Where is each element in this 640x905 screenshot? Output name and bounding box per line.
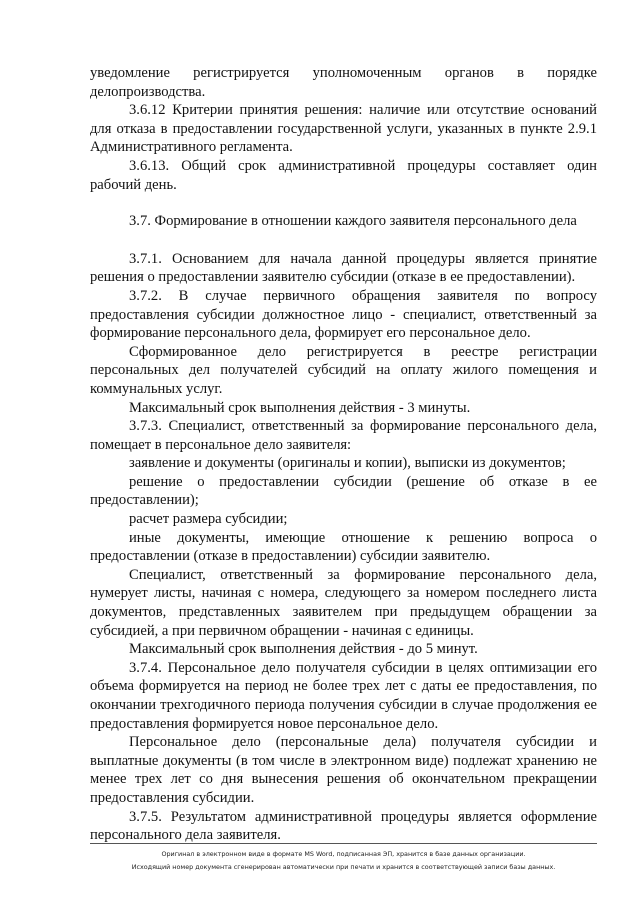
paragraph-3-7-5: 3.7.5. Результатом административной процедуры является оформление персонального дела заявителя. (90, 808, 597, 844)
list-item-decision: решение о предоставлении субсидии (решение об отказе в ее предоставлении); (90, 473, 597, 509)
paragraph-continuation: уведомление регистрируется уполномоченным органов в порядке делопроизводства. (90, 65, 597, 100)
paragraph-registration: Сформированное дело регистрируется в реестре регистрации персональных дел получателей субсидий на оплату жилого помещения и коммунальных услуг. (90, 343, 597, 397)
paragraph-3-6-13: 3.6.13. Общий срок административной процедуры составляет один рабочий день. (90, 157, 597, 193)
list-item-application-documents: заявление и документы (оригиналы и копии), выписки из документов; (129, 455, 566, 472)
paragraph-3-7-1: 3.7.1. Основанием для начала данной процедуры является принятие решения о предоставлении заявителю субсидии (отказе в ее предоставлении). (90, 250, 597, 286)
section-heading-3-7: 3.7. Формирование в отношении каждого заявителя персонального дела (129, 213, 577, 230)
paragraph-time-limit-3min: Максимальный срок выполнения действия - 3 минуты. (129, 399, 471, 416)
paragraph-3-7-4: 3.7.4. Персональное дело получателя субсидии в целях оптимизации его объема формируется на период не более трех лет с даты ее предоставления, по окончании трехгодичного периода получения субсидии в случае продолжения ее предоставления формируется новое персональное дело. (90, 659, 597, 732)
list-item-calculation: расчет размера субсидии; (129, 511, 288, 528)
paragraph-storage: Персональное дело (персональные дела) получателя субсидии и выплатные документы (в том числе в электронном виде) подлежат хранению не менее трех лет со дня вынесения решения об окончательном прекращении предоставления субсидии. (90, 734, 597, 806)
paragraph-3-6-12: 3.6.12 Критерии принятия решения: наличие или отсутствие оснований для отказа в предоставлении государственной услуги, указанных в пункте 2.9.1 Административного регламента. (90, 102, 597, 156)
footer-line-original: Оригинал в электронном виде в формате MS Word, подписанная ЭП, хранится в базе данных организации. (161, 850, 526, 858)
document-body (90, 64, 597, 845)
paragraph-time-limit-5min: Максимальный срок выполнения действия - до 5 минут. (129, 641, 478, 658)
paragraph-3-7-3: 3.7.3. Специалист, ответственный за формирование персонального дела, помещает в персональное дело заявителя: (90, 418, 597, 453)
footer-line-number: Исходящий номер документа сгенерирован автоматически при печати и хранится в соответствующей записи базы данных. (131, 863, 556, 871)
list-item-other-documents: иные документы, имеющие отношение к решению вопроса о предоставлении (отказе в предоставлении) субсидии заявителю. (90, 529, 597, 565)
paragraph-3-7-2: 3.7.2. В случае первичного обращения заявителя по вопросу предоставления субсидии должностное лицо - специалист, ответственный за формирование персонального дела, формирует его персональное дело. (90, 287, 597, 342)
page-footer (90, 843, 597, 874)
paragraph-page-numbering: Специалист, ответственный за формирование персонального дела, нумерует листы, начиная с номера, следующего за номером последнего листа документов, представленных заявителем при предыдущем обращении за субсидией, а при первичном обращении - начиная с единицы. (90, 566, 597, 639)
